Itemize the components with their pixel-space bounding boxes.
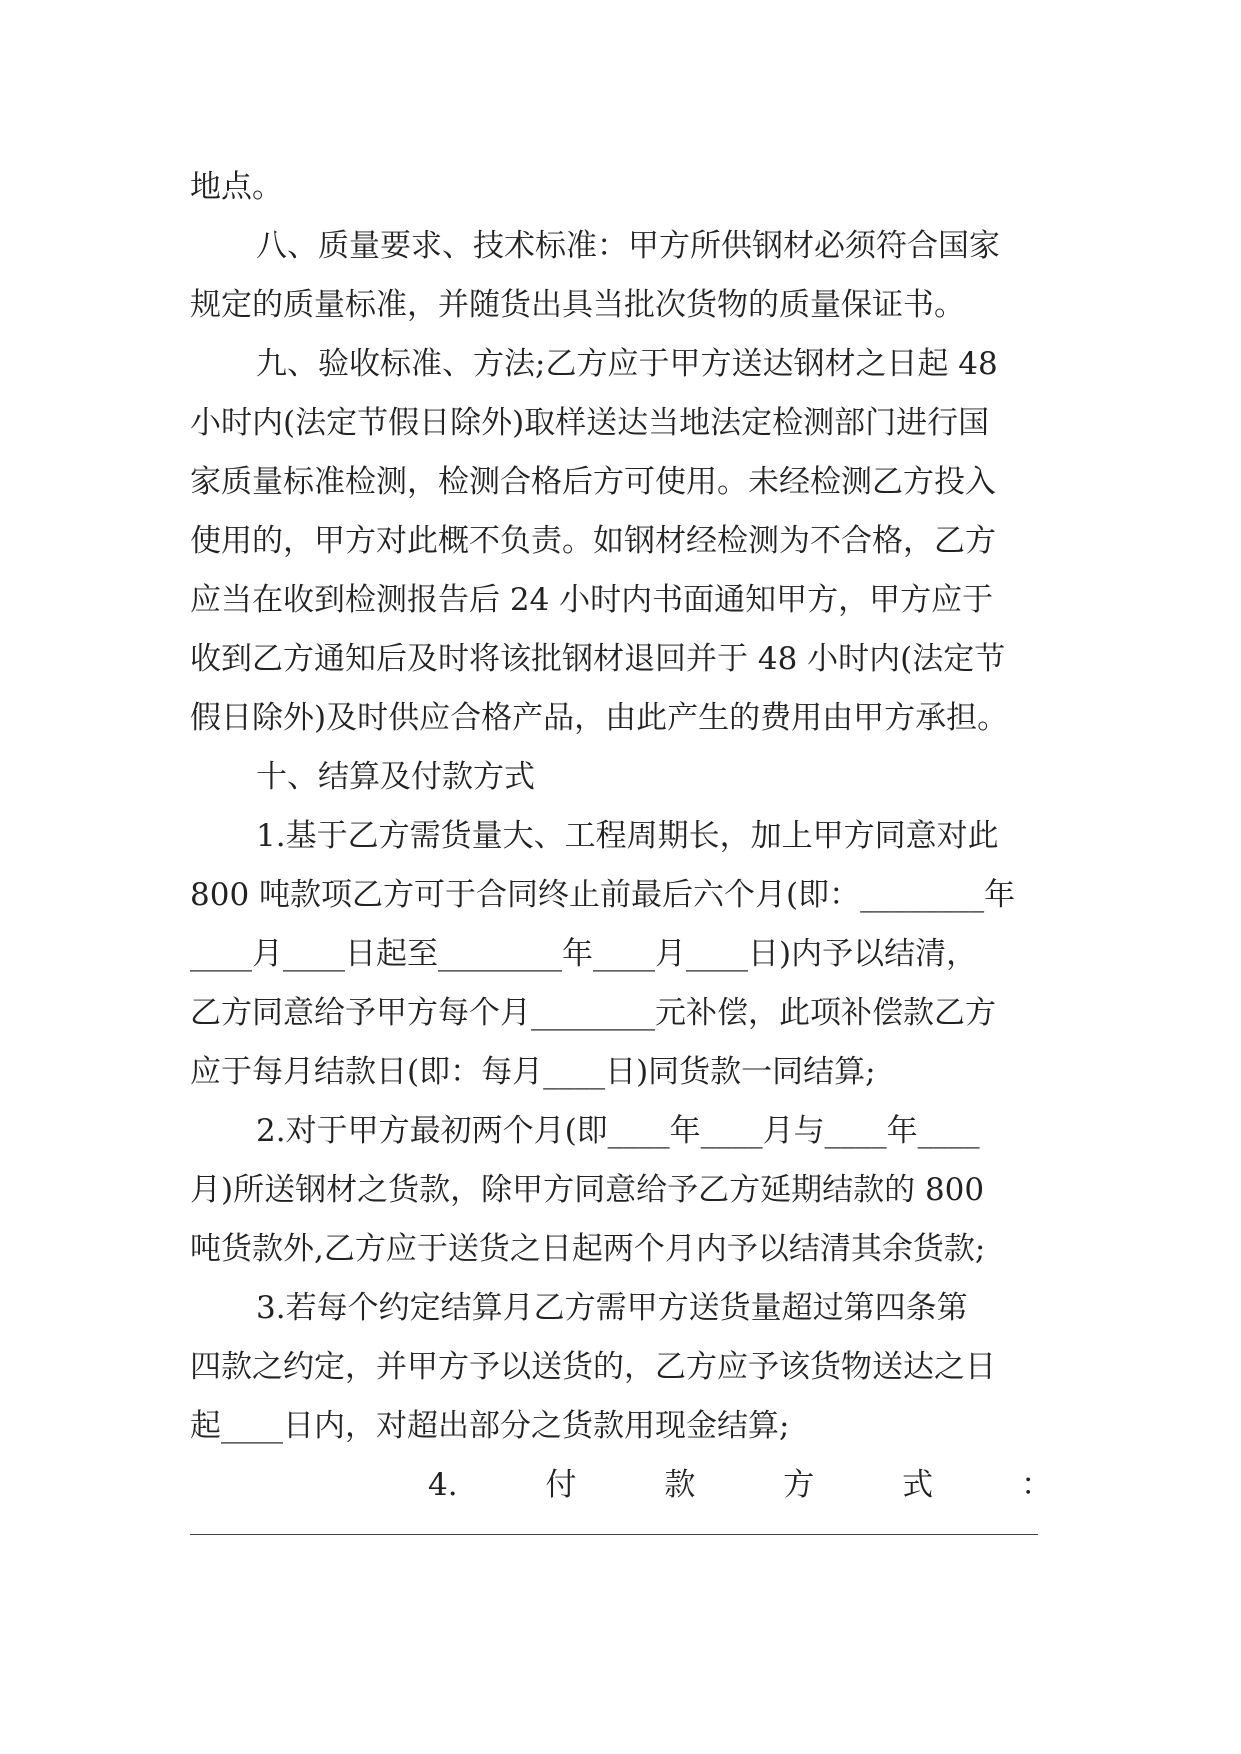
section-heading: 十、结算及付款方式 [256, 759, 535, 795]
text-line: 使用的，甲方对此概不负责。如钢材经检测为不合格，乙方 [190, 523, 996, 559]
text-line: 四款之约定，并甲方予以送货的，乙方应予该货物送达之日 [190, 1349, 996, 1385]
text-line: 家质量标准检测，检测合格后方可使用。未经检测乙方投入 [190, 464, 996, 500]
text-line: 1.基于乙方需货量大、工程周期长，加上甲方同意对此 [256, 818, 999, 854]
payment-char: 方 [783, 1467, 815, 1503]
payment-char: 款 [664, 1467, 696, 1503]
text-line: 乙方同意给予甲方每个月________元补偿，此项补偿款乙方 [190, 995, 996, 1031]
text-line: 3.若每个约定结算月乙方需甲方送货量超过第四条第 [256, 1290, 968, 1326]
text-line: 小时内(法定节假日除外)取样送达当地法定检测部门进行国 [190, 405, 990, 441]
text-line: 九、验收标准、方法;乙方应于甲方送达钢材之日起 48 [256, 346, 998, 382]
payment-char: 式 [902, 1467, 934, 1503]
text-line: 800 吨款项乙方可于合同终止前最后六个月(即：________年 [190, 877, 1016, 913]
text-line: 2.对于甲方最初两个月(即____年____月与____年____ [256, 1113, 980, 1149]
text-line: 地点。 [190, 169, 283, 205]
payment-colon: ： [1020, 1467, 1052, 1503]
text-line: 规定的质量标准，并随货出具当批次货物的质量保证书。 [190, 287, 965, 323]
payment-method-line [190, 1456, 1052, 1515]
text-line: 吨货款外,乙方应于送货之日起两个月内予以结清其余货款; [190, 1231, 986, 1267]
text-line: 应于每月结款日(即：每月____日)同货款一同结算; [190, 1054, 876, 1090]
payment-number: 4. [428, 1467, 458, 1503]
text-line: 月)所送钢材之货款，除甲方同意给予乙方延期结款的 800 [190, 1172, 985, 1208]
text-line: 应当在收到检测报告后 24 小时内书面通知甲方，甲方应于 [190, 582, 994, 618]
text-line: 假日除外)及时供应合格产品，由此产生的费用由甲方承担。 [190, 700, 1009, 736]
document-page [190, 158, 1052, 1515]
text-line: 起____日内，对超出部分之货款用现金结算; [190, 1408, 790, 1444]
text-line: ____月____日起至________年____月____日)内予以结清， [190, 936, 978, 972]
payment-char: 付 [545, 1467, 577, 1503]
fill-in-blank-line [190, 1534, 1038, 1535]
text-line: 八、质量要求、技术标准：甲方所供钢材必须符合国家 [256, 228, 1000, 264]
text-line: 收到乙方通知后及时将该批钢材退回并于 48 小时内(法定节 [190, 641, 1006, 677]
